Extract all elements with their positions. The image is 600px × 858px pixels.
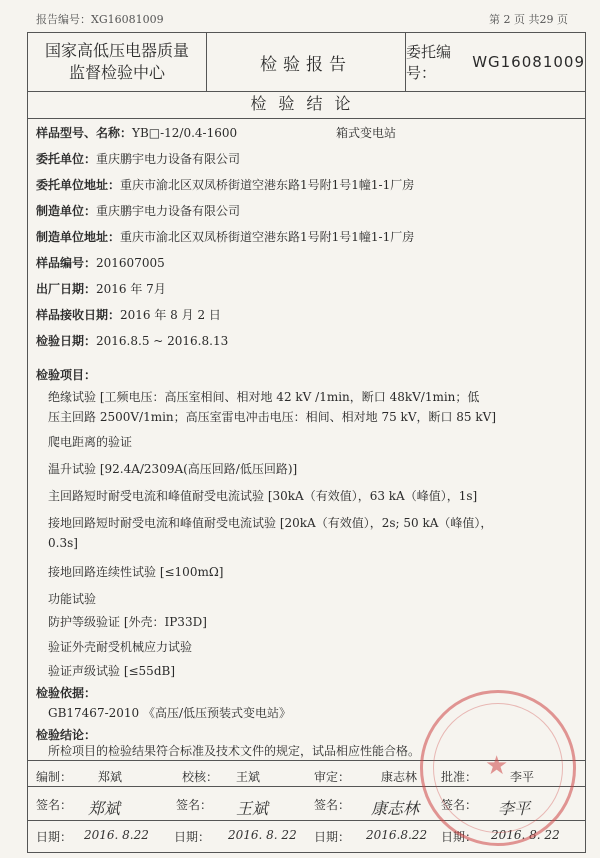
test-item: 绝缘试验 [工频电压：高压室相间、相对地 42 kV /1min，断口 48kV/1min；低 <box>48 390 480 404</box>
roles-row: 编制： 郑斌 校核： 王斌 审定： 康志林 批准： 李平 <box>36 770 535 784</box>
conclusion-title: 检验结论 <box>28 90 585 119</box>
test-item: 温升试验 [92.4A/2309A(高压回路/低压回路)] <box>48 462 298 476</box>
organization-name <box>28 33 207 91</box>
official-seal-icon <box>420 690 576 846</box>
test-item: 压主回路 2500V/1min；高压室雷电冲击电压：相间、相对地 75 kV，断口 85 kV] <box>48 410 496 424</box>
page-indicator: 第 2 页 共29 页 <box>489 13 568 26</box>
info-row: 委托单位地址：重庆市渝北区双凤桥街道空港东路1号附1号1幢1-1厂房 <box>36 178 415 192</box>
signature-row: 签名： 郑斌 签名： 王斌 签名： 康志林 签名： 李平 <box>36 798 531 818</box>
info-row: 检验日期：2016.8.5 ~ 2016.8.13 <box>36 334 229 348</box>
test-item: 验证外壳耐受机械应力试验 <box>48 640 193 654</box>
test-item: 爬电距离的验证 <box>48 435 133 449</box>
test-item: 接地回路短时耐受电流和峰值耐受电流试验 [20kA（有效值），2s; 50 kA（峰值）， <box>48 516 493 530</box>
report-number: 报告编号：XG16081009 <box>36 13 164 26</box>
entrust-label: 委托编号： <box>406 43 452 82</box>
info-row: 制造单位：重庆鹏宇电力设备有限公司 <box>36 204 241 218</box>
report-title: 检验报告 <box>207 33 406 91</box>
test-item: 0.3s] <box>48 536 78 550</box>
info-row: 样品接收日期：2016 年 8 月 2 日 <box>36 308 221 322</box>
seal-star-icon: ★ <box>485 751 509 781</box>
conclusion-text: 所检项目的检验结果符合标准及技术文件的规定，试品相应性能合格。 <box>48 744 421 758</box>
entrust-value: WG16081009 <box>472 53 585 71</box>
basis-label: 检验依据： <box>36 686 97 700</box>
test-item: 接地回路连续性试验 [≤100mΩ] <box>48 565 224 579</box>
info-row: 出厂日期：2016 年 7月 <box>36 282 166 296</box>
test-item: 功能试验 <box>48 592 97 606</box>
test-item: 主回路短时耐受电流和峰值耐受电流试验 [30kA（有效值），63 kA（峰值），1s] <box>48 489 478 503</box>
org-line-1: 国家高低压电器质量 <box>44 41 189 60</box>
date-row: 日期： 2016. 8.22 日期： 2016. 8. 22 日期： 2016.8.22 日期： 2016. 8. 22 <box>36 828 560 844</box>
info-row: 委托单位：重庆鹏宇电力设备有限公司 <box>36 152 241 166</box>
entrust-number <box>406 33 585 91</box>
basis-standard: GB17467-2010 《高压/低压预装式变电站》 <box>48 706 292 720</box>
org-line-2: 监督检验中心 <box>68 63 165 82</box>
info-row: 样品编号：201607005 <box>36 256 165 270</box>
test-item: 验证声级试验 [≤55dB] <box>48 664 176 678</box>
conclusion-label: 检验结论： <box>36 728 97 742</box>
items-label: 检验项目： <box>36 368 97 382</box>
report-header <box>27 32 586 92</box>
test-item: 防护等级验证 [外壳：IP33D] <box>48 615 207 629</box>
info-row: 样品型号、名称：YB□-12/0.4-1600 箱式变电站 <box>36 126 397 140</box>
info-row: 制造单位地址：重庆市渝北区双凤桥街道空港东路1号附1号1幢1-1厂房 <box>36 230 415 244</box>
